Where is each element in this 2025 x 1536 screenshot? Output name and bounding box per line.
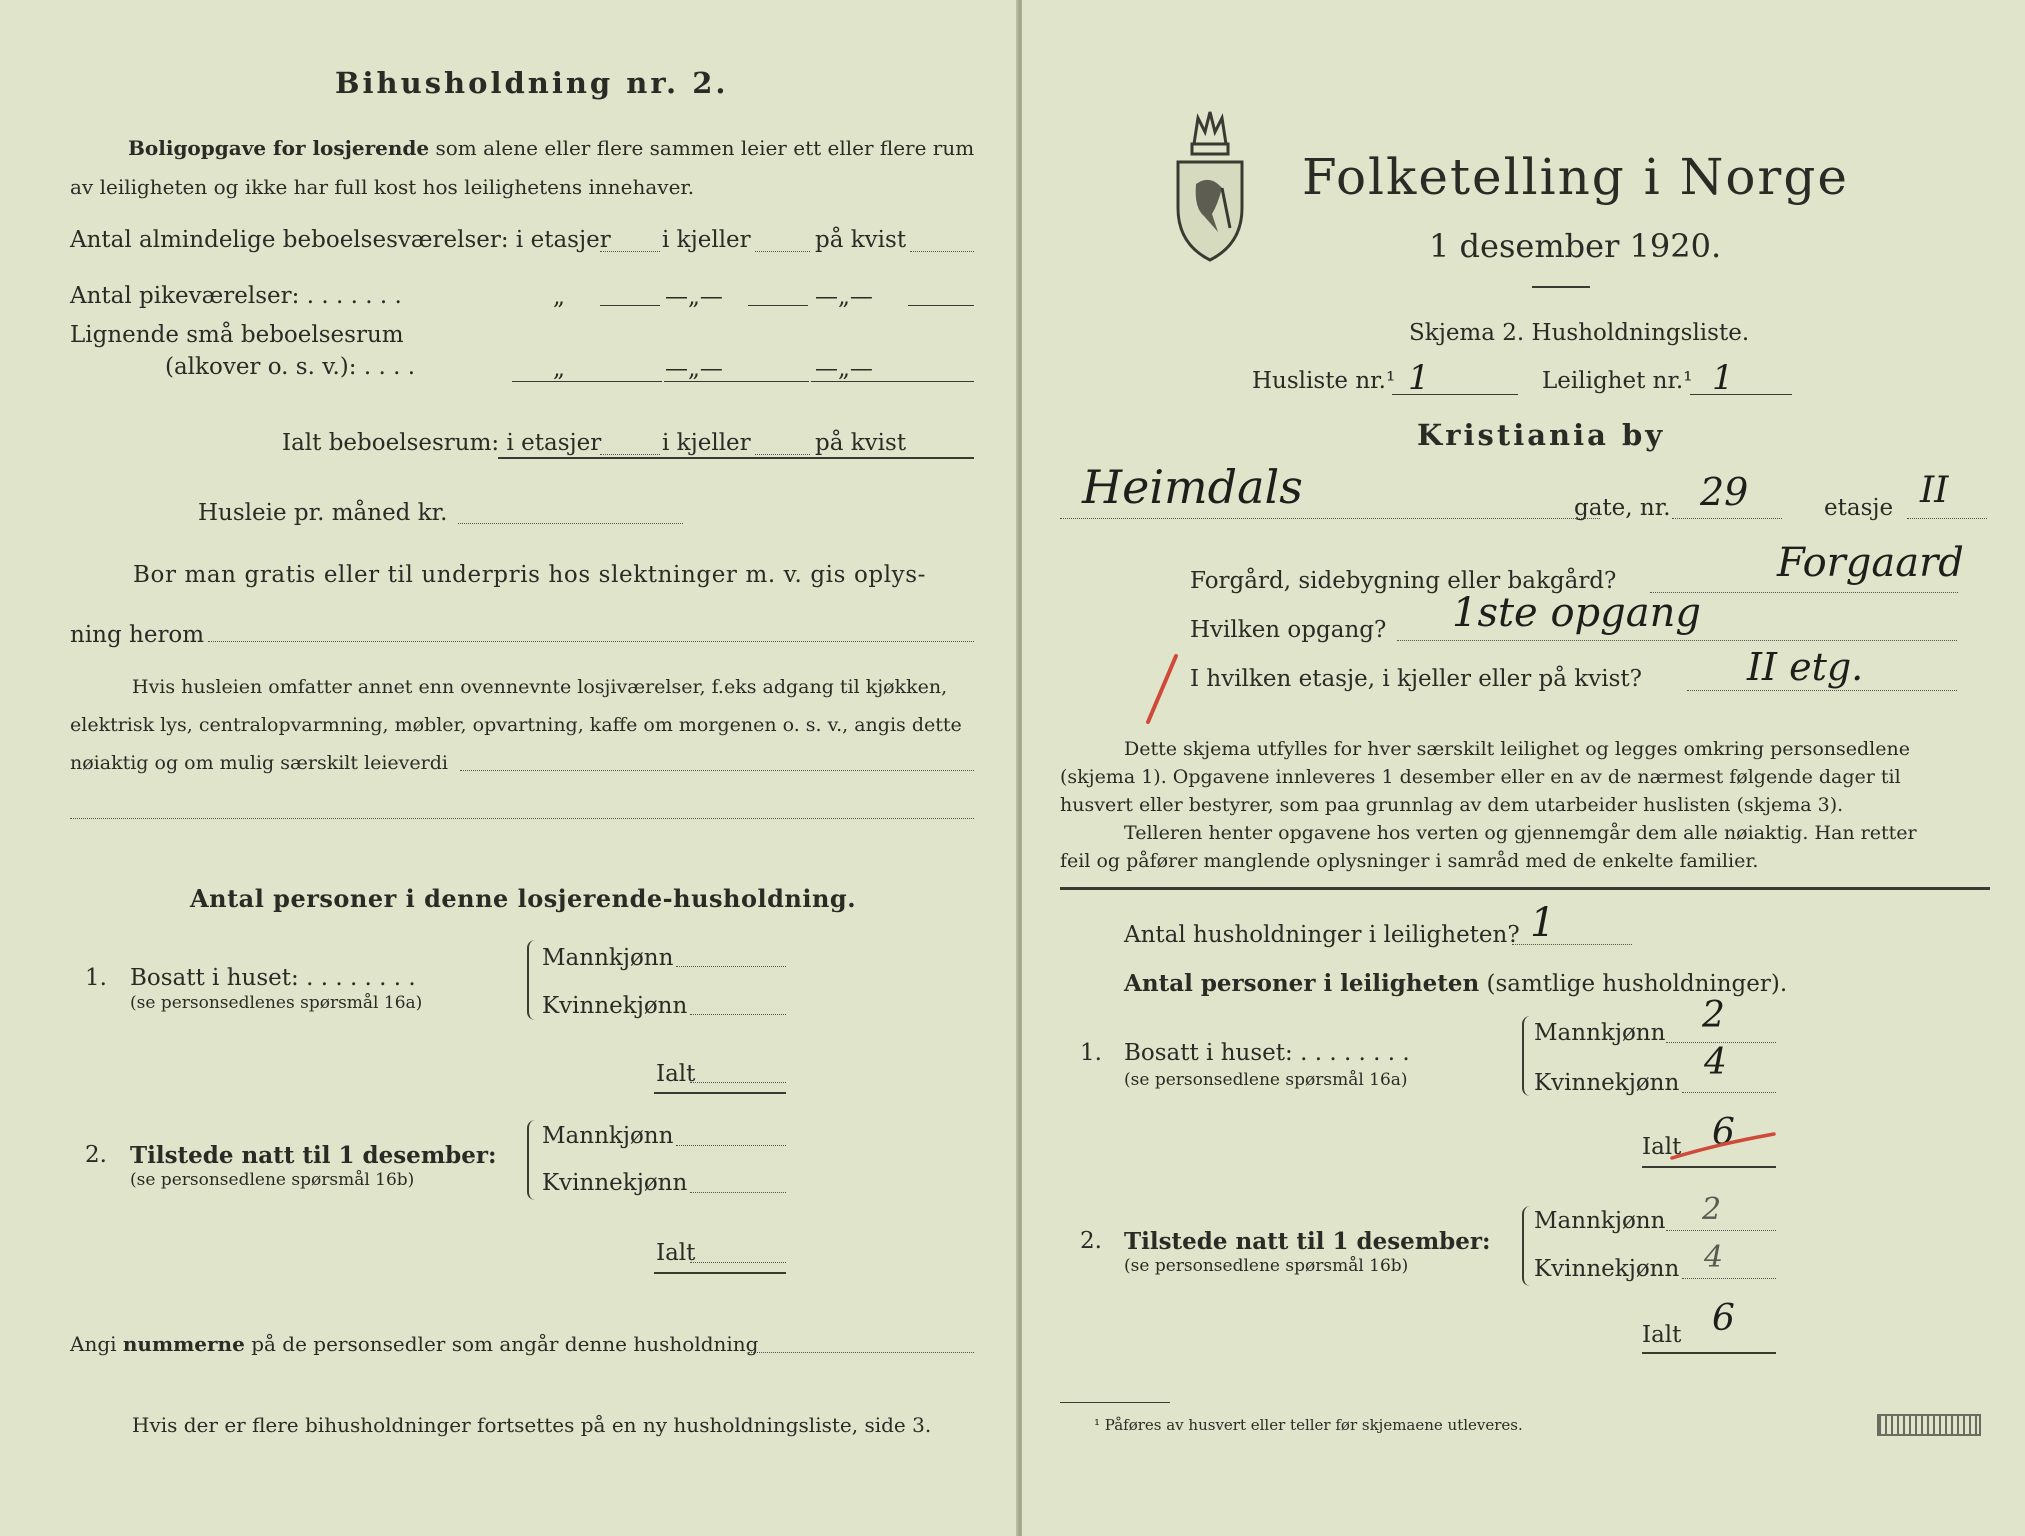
q2-kvinne-field[interactable]	[690, 1192, 786, 1193]
leilighet-value: 1	[1712, 358, 1734, 398]
r-q1-kvinne-value: 4	[1704, 1042, 1727, 1083]
street-handwritten: Heimdals	[1082, 460, 1303, 514]
instruction-rule	[1060, 887, 1990, 890]
etasje-label: etasje	[1824, 495, 1894, 521]
pike-field-3[interactable]	[908, 305, 974, 306]
rooms-label: Antal almindelige beboelsesværelser: i etasjer	[70, 227, 611, 253]
husleie-field[interactable]	[458, 523, 683, 524]
skjema-label: Skjema 2. Husholdningsliste.	[1409, 320, 1750, 346]
intro-line-2: av leiligheten og ikke har full kost hos leilighetens innehaver.	[70, 175, 695, 199]
hvis-field[interactable]	[460, 770, 974, 771]
r-q1-num: 1.	[1080, 1040, 1102, 1066]
rooms-kvist-field[interactable]	[910, 251, 974, 252]
pers-heading	[1124, 970, 1787, 997]
r-q2-mann-value: 2	[1702, 1192, 1722, 1227]
lignende-ditto-2: —„—	[665, 356, 723, 382]
q2-ialt-label: Ialt	[656, 1240, 696, 1266]
ialt-rooms-kjeller-field[interactable]	[755, 454, 810, 455]
hvis-line-3: nøiaktig og om mulig særskilt leieverdi	[70, 752, 448, 774]
q2-ialt-field[interactable]	[690, 1262, 786, 1263]
r-q2-kvinne-label: Kvinnekjønn	[1534, 1256, 1680, 1282]
pers-heading-rest: (samtlige husholdninger).	[1486, 971, 1788, 997]
r-q1-ialt-value: 6	[1712, 1112, 1735, 1153]
etasje-field[interactable]	[1907, 518, 1987, 519]
instruction-line-5: feil og påfører manglende oplysninger i samråd med de enkelte familier.	[1060, 850, 1759, 872]
coat-of-arms-icon	[1174, 104, 1246, 262]
intro-bold: Boligopgave for losjerende	[128, 136, 430, 160]
ialt-rooms-kvist-field[interactable]	[498, 457, 974, 459]
q1-brace	[527, 940, 539, 1020]
instruction-line-4: Telleren henter opgavene hos verten og gjennemgår dem alle nøiaktig. Han retter	[1124, 822, 1917, 844]
r-q1-ialt-label: Ialt	[1642, 1134, 1682, 1160]
angi-prefix: Angi	[70, 1332, 117, 1356]
rooms-kjeller-field[interactable]	[755, 251, 810, 252]
husholdninger-value: 1	[1530, 900, 1556, 946]
census-title: Folketelling i Norge	[1302, 148, 1849, 206]
forgard-label: Forgård, sidebygning eller bakgård?	[1190, 568, 1617, 594]
opgang-value: 1ste opgang	[1452, 590, 1701, 636]
angi-line	[70, 1332, 758, 1356]
red-strikethrough-icon	[1668, 1126, 1778, 1166]
pike-field-2[interactable]	[748, 305, 808, 306]
angi-rest: på de personsedler som angår denne husholdning	[251, 1332, 759, 1356]
census-date: 1 desember 1920.	[1429, 227, 1722, 265]
q2-kvinne-label: Kvinnekjønn	[542, 1170, 688, 1196]
leilighet-field[interactable]	[1690, 394, 1792, 395]
rooms-kjeller-label: i kjeller	[662, 227, 751, 253]
title-rule	[1532, 286, 1590, 288]
footnote-rule	[1060, 1402, 1170, 1403]
hvilken-etasje-field[interactable]	[1687, 690, 1957, 691]
husliste-value: 1	[1408, 358, 1430, 398]
pike-label: Antal pikeværelser: . . . . . . .	[70, 283, 402, 309]
q1-ialt-field[interactable]	[690, 1082, 786, 1083]
bihusholdning-title: Bihusholdning nr. 2.	[335, 66, 729, 100]
q1-sub: (se personsedlenes spørsmål 16a)	[130, 993, 423, 1013]
r-q1-sub: (se personsedlene spørsmål 16a)	[1124, 1070, 1408, 1090]
r-q2-ialt-underline	[1642, 1352, 1776, 1354]
q2-mann-label: Mannkjønn	[542, 1123, 674, 1149]
lignende-field-2[interactable]	[664, 381, 809, 382]
r-q1-brace	[1522, 1016, 1534, 1096]
instruction-line-1: Dette skjema utfylles for hver særskilt leilighet og legges omkring personsedlene	[1124, 738, 1910, 760]
lignende-label-1: Lignende små beboelsesrum	[70, 322, 404, 348]
ialt-rooms-label: Ialt beboelsesrum: i etasjer	[282, 430, 602, 456]
leilighet-label: Leilighet nr.¹	[1542, 368, 1693, 394]
r-q2-ialt-value: 6	[1712, 1298, 1735, 1339]
rooms-etasjer-field[interactable]	[600, 251, 660, 252]
q1-num: 1.	[85, 965, 107, 991]
pike-ditto-2: —„—	[665, 284, 723, 310]
angi-field[interactable]	[748, 1352, 974, 1353]
lignende-ditto-1: „	[553, 356, 565, 382]
etasje-value: II	[1920, 470, 1949, 511]
city-heading: Kristiania by	[1417, 418, 1666, 452]
r-q2-mann-label: Mannkjønn	[1534, 1208, 1666, 1234]
printer-stamp-icon	[1877, 1414, 1981, 1436]
hvilken-etasje-value: II etg.	[1747, 645, 1864, 689]
footnote: ¹ Påføres av husvert eller teller før skjemaene utleveres.	[1094, 1416, 1523, 1434]
r-q1-mann-value: 2	[1702, 995, 1725, 1036]
rooms-kvist-label: på kvist	[815, 227, 907, 253]
r-q2-sub: (se personsedlene spørsmål 16b)	[1124, 1256, 1409, 1276]
street-field[interactable]	[1060, 518, 1600, 519]
pike-field-1[interactable]	[600, 305, 660, 306]
q2-label: Tilstede natt til 1 desember:	[130, 1142, 497, 1169]
q2-mann-field[interactable]	[676, 1145, 786, 1146]
lignende-ditto-3: —„—	[815, 356, 873, 382]
hvis-field-2[interactable]	[70, 818, 974, 819]
husliste-label: Husliste nr.¹	[1252, 368, 1396, 394]
opgang-label: Hvilken opgang?	[1190, 617, 1387, 643]
ialt-rooms-kvist-label: på kvist	[815, 430, 907, 456]
ialt-rooms-kjeller-label: i kjeller	[662, 430, 751, 456]
q1-ialt-underline	[654, 1092, 786, 1094]
lignende-field-3[interactable]	[811, 381, 974, 382]
intro-rest: som alene eller flere sammen leier ett eller flere rum	[435, 136, 975, 160]
q2-num: 2.	[85, 1142, 107, 1168]
q1-ialt-label: Ialt	[656, 1061, 696, 1087]
r-q2-kvinne-value: 4	[1704, 1240, 1724, 1275]
r-q1-label: Bosatt i huset: . . . . . . . .	[1124, 1040, 1410, 1066]
r-q2-kvinne-field[interactable]	[1682, 1278, 1776, 1279]
gate-nr-field[interactable]	[1672, 518, 1782, 519]
r-q1-kvinne-label: Kvinnekjønn	[1534, 1070, 1680, 1096]
r-q1-kvinne-field[interactable]	[1682, 1092, 1776, 1093]
left-footer: Hvis der er flere bihusholdninger fortsettes på en ny husholdningsliste, side 3.	[132, 1413, 932, 1437]
r-q2-ialt-label: Ialt	[1642, 1322, 1682, 1348]
hvilken-etasje-label: I hvilken etasje, i kjeller eller på kvist?	[1190, 666, 1642, 692]
pike-ditto-1: „	[553, 284, 565, 310]
forgard-value: Forgaard	[1777, 540, 1964, 586]
q1-label: Bosatt i huset: . . . . . . . .	[130, 965, 416, 991]
q1-kvinne-field[interactable]	[690, 1014, 786, 1015]
angi-bold: nummerne	[122, 1332, 245, 1356]
instruction-line-2: (skjema 1). Opgavene innleveres 1 desember eller en av de nærmest følgende dager til	[1060, 766, 1901, 788]
opgang-field[interactable]	[1397, 640, 1957, 641]
ialt-rooms-etasjer-field[interactable]	[600, 454, 660, 455]
red-check-mark-icon	[1142, 650, 1182, 730]
husholdninger-field[interactable]	[1512, 944, 1632, 945]
r-q2-mann-field[interactable]	[1666, 1230, 1776, 1231]
husholdninger-label: Antal husholdninger i leiligheten?	[1124, 922, 1520, 948]
gate-nr-value: 29	[1700, 470, 1749, 514]
r-q1-ialt-underline	[1642, 1166, 1776, 1168]
lignende-field-1[interactable]	[512, 381, 662, 382]
bor-field[interactable]	[208, 641, 974, 642]
q2-sub: (se personsedlene spørsmål 16b)	[130, 1170, 415, 1190]
r-q2-brace	[1522, 1206, 1534, 1286]
q1-kvinne-label: Kvinnekjønn	[542, 993, 688, 1019]
q2-brace	[527, 1120, 539, 1200]
r-q2-label: Tilstede natt til 1 desember:	[1124, 1228, 1491, 1255]
intro-line-1	[128, 136, 974, 160]
husliste-field[interactable]	[1392, 394, 1518, 395]
gate-label: gate, nr.	[1574, 495, 1671, 521]
bor-line-1: Bor man gratis eller til underpris hos slektninger m. v. gis oplys-	[133, 562, 927, 588]
pers-heading-bold: Antal personer i leiligheten	[1124, 970, 1480, 997]
q1-mann-label: Mannkjønn	[542, 945, 674, 971]
bor-line-2: ning herom	[70, 622, 205, 648]
pike-ditto-3: —„—	[815, 284, 873, 310]
r-q2-num: 2.	[1080, 1228, 1102, 1254]
hvis-line-1: Hvis husleien omfatter annet enn ovennevnte losjiværelser, f.eks adgang til kjøkken,	[132, 676, 948, 698]
husleie-label: Husleie pr. måned kr.	[198, 500, 448, 526]
instruction-line-3: husvert eller bestyrer, som paa grunnlag av dem utarbeider huslisten (skjema 3).	[1060, 794, 1844, 816]
r-q1-mann-label: Mannkjønn	[1534, 1020, 1666, 1046]
right-page	[1022, 0, 2025, 1536]
hvis-line-2: elektrisk lys, centralopvarmning, møbler, opvartning, kaffe om morgenen o. s. v., angis dette	[70, 714, 962, 736]
antal-heading: Antal personer i denne losjerende-husholdning.	[190, 884, 857, 913]
lignende-label-2: (alkover o. s. v.): . . . .	[165, 354, 416, 380]
q1-mann-field[interactable]	[676, 966, 786, 967]
q2-ialt-underline	[654, 1272, 786, 1274]
